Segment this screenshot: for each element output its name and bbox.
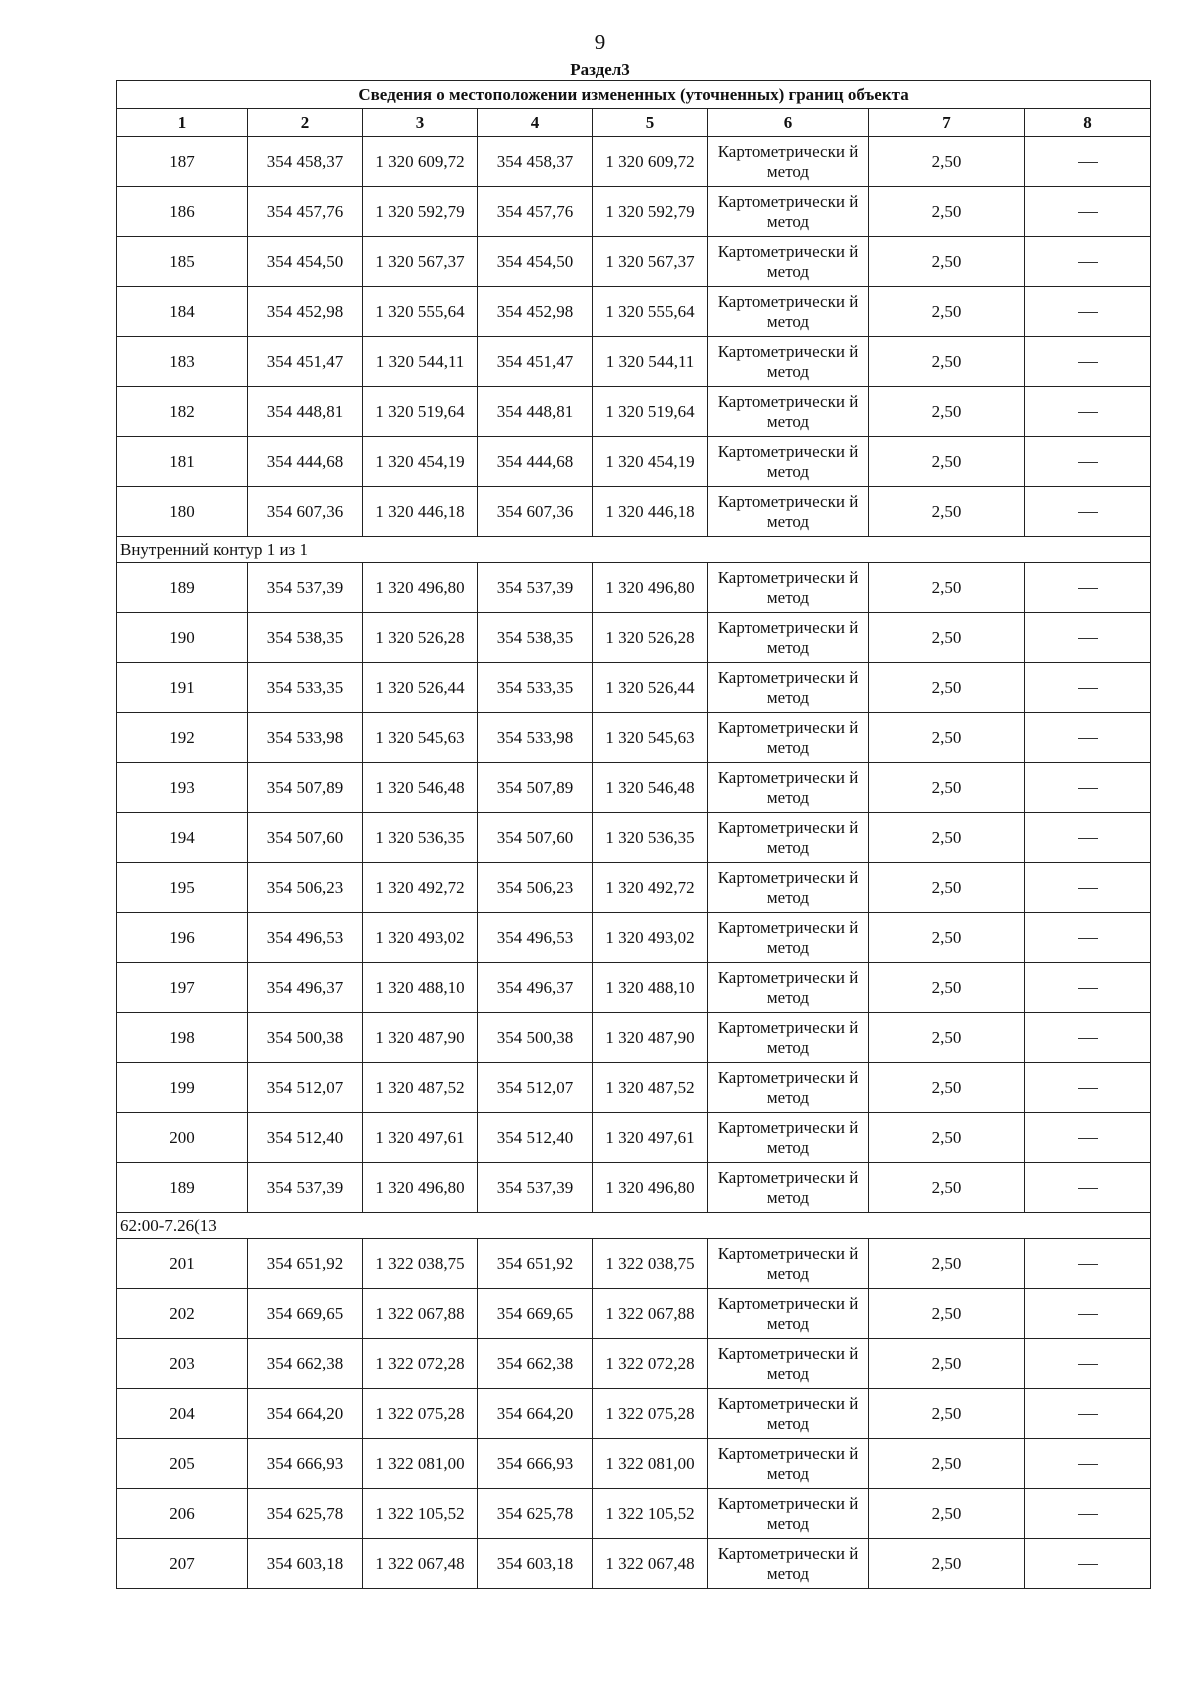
y-new-cell: 1 322 038,75 bbox=[593, 1239, 708, 1289]
y-old-cell: 1 320 544,11 bbox=[363, 337, 478, 387]
y-old-cell: 1 320 496,80 bbox=[363, 1163, 478, 1213]
point-number-cell: 189 bbox=[117, 1163, 248, 1213]
x-old-cell: 354 506,23 bbox=[248, 863, 363, 913]
accuracy-cell: 2,50 bbox=[869, 1389, 1025, 1439]
method-cell: Картометрически й метод bbox=[708, 237, 869, 287]
method-cell: Картометрически й метод bbox=[708, 663, 869, 713]
y-new-cell: 1 320 592,79 bbox=[593, 187, 708, 237]
table-row bbox=[117, 237, 1151, 287]
x-new-cell: 354 625,78 bbox=[478, 1489, 593, 1539]
accuracy-cell: 2,50 bbox=[869, 187, 1025, 237]
x-old-cell: 354 457,76 bbox=[248, 187, 363, 237]
y-old-cell: 1 322 067,88 bbox=[363, 1289, 478, 1339]
x-new-cell: 354 662,38 bbox=[478, 1339, 593, 1389]
description-cell bbox=[1025, 1439, 1151, 1489]
x-old-cell: 354 651,92 bbox=[248, 1239, 363, 1289]
x-new-cell: 354 454,50 bbox=[478, 237, 593, 287]
y-old-cell: 1 320 546,48 bbox=[363, 763, 478, 813]
x-new-cell: 354 444,68 bbox=[478, 437, 593, 487]
accuracy-cell: 2,50 bbox=[869, 713, 1025, 763]
point-number-cell: 185 bbox=[117, 237, 248, 287]
description-cell bbox=[1025, 863, 1151, 913]
column-header: 6 bbox=[708, 109, 869, 137]
description-cell bbox=[1025, 1013, 1151, 1063]
contour-label: Внутренний контур 1 из 1 bbox=[117, 537, 1151, 563]
method-cell: Картометрически й метод bbox=[708, 913, 869, 963]
point-number-cell: 197 bbox=[117, 963, 248, 1013]
table-row bbox=[117, 1289, 1151, 1339]
column-header: 8 bbox=[1025, 109, 1151, 137]
empty-dash bbox=[1078, 1464, 1098, 1465]
empty-dash bbox=[1078, 838, 1098, 839]
table-row bbox=[117, 487, 1151, 537]
method-cell: Картометрически й метод bbox=[708, 1289, 869, 1339]
x-new-cell: 354 496,53 bbox=[478, 913, 593, 963]
accuracy-cell: 2,50 bbox=[869, 487, 1025, 537]
contour-label: 62:00-7.26(13 bbox=[117, 1213, 1151, 1239]
point-number-cell: 183 bbox=[117, 337, 248, 387]
section-label: Раздел3 bbox=[570, 60, 630, 79]
x-new-cell: 354 603,18 bbox=[478, 1539, 593, 1589]
table-row bbox=[117, 437, 1151, 487]
x-old-cell: 354 603,18 bbox=[248, 1539, 363, 1589]
description-cell bbox=[1025, 237, 1151, 287]
y-new-cell: 1 320 567,37 bbox=[593, 237, 708, 287]
table-row bbox=[117, 1013, 1151, 1063]
y-new-cell: 1 320 545,63 bbox=[593, 713, 708, 763]
x-old-cell: 354 500,38 bbox=[248, 1013, 363, 1063]
point-number-cell: 203 bbox=[117, 1339, 248, 1389]
point-number-cell: 199 bbox=[117, 1063, 248, 1113]
y-new-cell: 1 320 544,11 bbox=[593, 337, 708, 387]
empty-dash bbox=[1078, 1188, 1098, 1189]
accuracy-cell: 2,50 bbox=[869, 663, 1025, 713]
x-new-cell: 354 448,81 bbox=[478, 387, 593, 437]
table-row bbox=[117, 613, 1151, 663]
empty-dash bbox=[1078, 262, 1098, 263]
empty-dash bbox=[1078, 638, 1098, 639]
accuracy-cell: 2,50 bbox=[869, 387, 1025, 437]
table-row bbox=[117, 863, 1151, 913]
point-number-cell: 207 bbox=[117, 1539, 248, 1589]
description-cell bbox=[1025, 563, 1151, 613]
y-new-cell: 1 320 487,52 bbox=[593, 1063, 708, 1113]
y-new-cell: 1 320 519,64 bbox=[593, 387, 708, 437]
empty-dash bbox=[1078, 212, 1098, 213]
empty-dash bbox=[1078, 788, 1098, 789]
point-number-cell: 186 bbox=[117, 187, 248, 237]
x-new-cell: 354 451,47 bbox=[478, 337, 593, 387]
y-new-cell: 1 320 487,90 bbox=[593, 1013, 708, 1063]
y-new-cell: 1 320 546,48 bbox=[593, 763, 708, 813]
y-new-cell: 1 320 536,35 bbox=[593, 813, 708, 863]
description-cell bbox=[1025, 1339, 1151, 1389]
empty-dash bbox=[1078, 1514, 1098, 1515]
table-row bbox=[117, 1389, 1151, 1439]
y-new-cell: 1 320 497,61 bbox=[593, 1113, 708, 1163]
method-cell: Картометрически й метод bbox=[708, 1389, 869, 1439]
x-new-cell: 354 537,39 bbox=[478, 1163, 593, 1213]
method-cell: Картометрически й метод bbox=[708, 1489, 869, 1539]
x-old-cell: 354 454,50 bbox=[248, 237, 363, 287]
method-cell: Картометрически й метод bbox=[708, 487, 869, 537]
y-old-cell: 1 320 488,10 bbox=[363, 963, 478, 1013]
method-cell: Картометрически й метод bbox=[708, 1439, 869, 1489]
x-new-cell: 354 507,60 bbox=[478, 813, 593, 863]
x-old-cell: 354 452,98 bbox=[248, 287, 363, 337]
column-header: 7 bbox=[869, 109, 1025, 137]
description-cell bbox=[1025, 1063, 1151, 1113]
table-row bbox=[117, 187, 1151, 237]
column-header: 3 bbox=[363, 109, 478, 137]
x-old-cell: 354 533,98 bbox=[248, 713, 363, 763]
y-old-cell: 1 320 567,37 bbox=[363, 237, 478, 287]
method-cell: Картометрически й метод bbox=[708, 287, 869, 337]
y-old-cell: 1 322 072,28 bbox=[363, 1339, 478, 1389]
point-number-cell: 191 bbox=[117, 663, 248, 713]
point-number-cell: 205 bbox=[117, 1439, 248, 1489]
contour-label-row bbox=[117, 1213, 1151, 1239]
method-cell: Картометрически й метод bbox=[708, 187, 869, 237]
accuracy-cell: 2,50 bbox=[869, 137, 1025, 187]
description-cell bbox=[1025, 963, 1151, 1013]
y-old-cell: 1 320 493,02 bbox=[363, 913, 478, 963]
x-old-cell: 354 448,81 bbox=[248, 387, 363, 437]
accuracy-cell: 2,50 bbox=[869, 1063, 1025, 1113]
empty-dash bbox=[1078, 1138, 1098, 1139]
y-old-cell: 1 322 038,75 bbox=[363, 1239, 478, 1289]
point-number-cell: 187 bbox=[117, 137, 248, 187]
empty-dash bbox=[1078, 588, 1098, 589]
description-cell bbox=[1025, 187, 1151, 237]
y-old-cell: 1 320 497,61 bbox=[363, 1113, 478, 1163]
table-row bbox=[117, 1239, 1151, 1289]
table-row bbox=[117, 1063, 1151, 1113]
y-old-cell: 1 322 105,52 bbox=[363, 1489, 478, 1539]
description-cell bbox=[1025, 137, 1151, 187]
x-new-cell: 354 512,40 bbox=[478, 1113, 593, 1163]
y-new-cell: 1 320 488,10 bbox=[593, 963, 708, 1013]
empty-dash bbox=[1078, 1314, 1098, 1315]
empty-dash bbox=[1078, 1088, 1098, 1089]
accuracy-cell: 2,50 bbox=[869, 1113, 1025, 1163]
y-new-cell: 1 320 493,02 bbox=[593, 913, 708, 963]
method-cell: Картометрически й метод bbox=[708, 1239, 869, 1289]
x-old-cell: 354 507,60 bbox=[248, 813, 363, 863]
empty-dash bbox=[1078, 938, 1098, 939]
method-cell: Картометрически й метод bbox=[708, 1013, 869, 1063]
table-row bbox=[117, 137, 1151, 187]
x-new-cell: 354 512,07 bbox=[478, 1063, 593, 1113]
y-new-cell: 1 322 067,48 bbox=[593, 1539, 708, 1589]
table-row bbox=[117, 1113, 1151, 1163]
x-old-cell: 354 458,37 bbox=[248, 137, 363, 187]
description-cell bbox=[1025, 1389, 1151, 1439]
point-number-cell: 196 bbox=[117, 913, 248, 963]
y-old-cell: 1 320 446,18 bbox=[363, 487, 478, 537]
y-new-cell: 1 320 492,72 bbox=[593, 863, 708, 913]
table-row bbox=[117, 387, 1151, 437]
table-row bbox=[117, 663, 1151, 713]
x-old-cell: 354 512,40 bbox=[248, 1113, 363, 1163]
x-new-cell: 354 457,76 bbox=[478, 187, 593, 237]
table-row bbox=[117, 1539, 1151, 1589]
table-row bbox=[117, 287, 1151, 337]
accuracy-cell: 2,50 bbox=[869, 563, 1025, 613]
point-number-cell: 190 bbox=[117, 613, 248, 663]
table-row bbox=[117, 963, 1151, 1013]
empty-dash bbox=[1078, 162, 1098, 163]
y-new-cell: 1 320 454,19 bbox=[593, 437, 708, 487]
y-new-cell: 1 322 072,28 bbox=[593, 1339, 708, 1389]
y-new-cell: 1 320 496,80 bbox=[593, 563, 708, 613]
accuracy-cell: 2,50 bbox=[869, 913, 1025, 963]
y-old-cell: 1 320 609,72 bbox=[363, 137, 478, 187]
column-header-row bbox=[117, 109, 1151, 137]
method-cell: Картометрически й метод bbox=[708, 137, 869, 187]
y-old-cell: 1 320 536,35 bbox=[363, 813, 478, 863]
accuracy-cell: 2,50 bbox=[869, 1163, 1025, 1213]
accuracy-cell: 2,50 bbox=[869, 813, 1025, 863]
y-new-cell: 1 322 067,88 bbox=[593, 1289, 708, 1339]
table-row bbox=[117, 1439, 1151, 1489]
table-body bbox=[117, 137, 1151, 1589]
x-new-cell: 354 607,36 bbox=[478, 487, 593, 537]
empty-dash bbox=[1078, 1414, 1098, 1415]
x-old-cell: 354 507,89 bbox=[248, 763, 363, 813]
x-old-cell: 354 533,35 bbox=[248, 663, 363, 713]
description-cell bbox=[1025, 287, 1151, 337]
description-cell bbox=[1025, 437, 1151, 487]
y-old-cell: 1 320 545,63 bbox=[363, 713, 478, 763]
y-old-cell: 1 320 454,19 bbox=[363, 437, 478, 487]
y-old-cell: 1 320 526,28 bbox=[363, 613, 478, 663]
point-number-cell: 192 bbox=[117, 713, 248, 763]
method-cell: Картометрически й метод bbox=[708, 337, 869, 387]
point-number-cell: 182 bbox=[117, 387, 248, 437]
x-old-cell: 354 538,35 bbox=[248, 613, 363, 663]
accuracy-cell: 2,50 bbox=[869, 1339, 1025, 1389]
description-cell bbox=[1025, 1289, 1151, 1339]
y-old-cell: 1 320 592,79 bbox=[363, 187, 478, 237]
x-new-cell: 354 651,92 bbox=[478, 1239, 593, 1289]
x-old-cell: 354 512,07 bbox=[248, 1063, 363, 1113]
accuracy-cell: 2,50 bbox=[869, 1239, 1025, 1289]
y-old-cell: 1 322 067,48 bbox=[363, 1539, 478, 1589]
x-old-cell: 354 669,65 bbox=[248, 1289, 363, 1339]
method-cell: Картометрически й метод bbox=[708, 1539, 869, 1589]
method-cell: Картометрически й метод bbox=[708, 813, 869, 863]
y-old-cell: 1 320 487,90 bbox=[363, 1013, 478, 1063]
x-new-cell: 354 537,39 bbox=[478, 563, 593, 613]
point-number-cell: 200 bbox=[117, 1113, 248, 1163]
x-new-cell: 354 533,98 bbox=[478, 713, 593, 763]
description-cell bbox=[1025, 613, 1151, 663]
point-number-cell: 198 bbox=[117, 1013, 248, 1063]
description-cell bbox=[1025, 1163, 1151, 1213]
accuracy-cell: 2,50 bbox=[869, 1539, 1025, 1589]
point-number-cell: 201 bbox=[117, 1239, 248, 1289]
point-number-cell: 184 bbox=[117, 287, 248, 337]
accuracy-cell: 2,50 bbox=[869, 1289, 1025, 1339]
table-row bbox=[117, 563, 1151, 613]
method-cell: Картометрически й метод bbox=[708, 563, 869, 613]
x-new-cell: 354 538,35 bbox=[478, 613, 593, 663]
accuracy-cell: 2,50 bbox=[869, 287, 1025, 337]
column-header: 4 bbox=[478, 109, 593, 137]
x-old-cell: 354 444,68 bbox=[248, 437, 363, 487]
y-new-cell: 1 322 075,28 bbox=[593, 1389, 708, 1439]
point-number-cell: 194 bbox=[117, 813, 248, 863]
column-header: 1 bbox=[117, 109, 248, 137]
method-cell: Картометрически й метод bbox=[708, 863, 869, 913]
accuracy-cell: 2,50 bbox=[869, 337, 1025, 387]
x-old-cell: 354 451,47 bbox=[248, 337, 363, 387]
method-cell: Картометрически й метод bbox=[708, 763, 869, 813]
point-number-cell: 204 bbox=[117, 1389, 248, 1439]
method-cell: Картометрически й метод bbox=[708, 1339, 869, 1389]
table-row bbox=[117, 1489, 1151, 1539]
y-new-cell: 1 320 446,18 bbox=[593, 487, 708, 537]
description-cell bbox=[1025, 713, 1151, 763]
y-old-cell: 1 320 519,64 bbox=[363, 387, 478, 437]
method-cell: Картометрически й метод bbox=[708, 387, 869, 437]
description-cell bbox=[1025, 763, 1151, 813]
y-new-cell: 1 322 105,52 bbox=[593, 1489, 708, 1539]
boundary-coordinates-table bbox=[116, 80, 1151, 1589]
column-header: 2 bbox=[248, 109, 363, 137]
x-old-cell: 354 537,39 bbox=[248, 1163, 363, 1213]
y-old-cell: 1 320 492,72 bbox=[363, 863, 478, 913]
table-row bbox=[117, 763, 1151, 813]
table-row bbox=[117, 1339, 1151, 1389]
empty-dash bbox=[1078, 512, 1098, 513]
empty-dash bbox=[1078, 738, 1098, 739]
method-cell: Картометрически й метод bbox=[708, 1163, 869, 1213]
accuracy-cell: 2,50 bbox=[869, 763, 1025, 813]
empty-dash bbox=[1078, 362, 1098, 363]
contour-label-row bbox=[117, 537, 1151, 563]
empty-dash bbox=[1078, 412, 1098, 413]
accuracy-cell: 2,50 bbox=[869, 1439, 1025, 1489]
x-old-cell: 354 607,36 bbox=[248, 487, 363, 537]
description-cell bbox=[1025, 1539, 1151, 1589]
x-new-cell: 354 533,35 bbox=[478, 663, 593, 713]
x-new-cell: 354 500,38 bbox=[478, 1013, 593, 1063]
accuracy-cell: 2,50 bbox=[869, 863, 1025, 913]
description-cell bbox=[1025, 487, 1151, 537]
empty-dash bbox=[1078, 1564, 1098, 1565]
table-row bbox=[117, 913, 1151, 963]
table-row bbox=[117, 813, 1151, 863]
accuracy-cell: 2,50 bbox=[869, 1013, 1025, 1063]
accuracy-cell: 2,50 bbox=[869, 437, 1025, 487]
empty-dash bbox=[1078, 312, 1098, 313]
x-old-cell: 354 496,37 bbox=[248, 963, 363, 1013]
x-old-cell: 354 662,38 bbox=[248, 1339, 363, 1389]
accuracy-cell: 2,50 bbox=[869, 613, 1025, 663]
y-old-cell: 1 322 081,00 bbox=[363, 1439, 478, 1489]
y-new-cell: 1 322 081,00 bbox=[593, 1439, 708, 1489]
description-cell bbox=[1025, 387, 1151, 437]
method-cell: Картометрически й метод bbox=[708, 713, 869, 763]
method-cell: Картометрически й метод bbox=[708, 613, 869, 663]
y-new-cell: 1 320 496,80 bbox=[593, 1163, 708, 1213]
y-old-cell: 1 320 526,44 bbox=[363, 663, 478, 713]
method-cell: Картометрически й метод bbox=[708, 1063, 869, 1113]
empty-dash bbox=[1078, 988, 1098, 989]
point-number-cell: 206 bbox=[117, 1489, 248, 1539]
x-old-cell: 354 537,39 bbox=[248, 563, 363, 613]
y-new-cell: 1 320 526,28 bbox=[593, 613, 708, 663]
table-row bbox=[117, 713, 1151, 763]
point-number-cell: 202 bbox=[117, 1289, 248, 1339]
table-row bbox=[117, 337, 1151, 387]
y-old-cell: 1 322 075,28 bbox=[363, 1389, 478, 1439]
description-cell bbox=[1025, 1489, 1151, 1539]
point-number-cell: 195 bbox=[117, 863, 248, 913]
x-new-cell: 354 458,37 bbox=[478, 137, 593, 187]
empty-dash bbox=[1078, 1264, 1098, 1265]
description-cell bbox=[1025, 1113, 1151, 1163]
column-header: 5 bbox=[593, 109, 708, 137]
x-old-cell: 354 666,93 bbox=[248, 1439, 363, 1489]
x-old-cell: 354 496,53 bbox=[248, 913, 363, 963]
y-old-cell: 1 320 496,80 bbox=[363, 563, 478, 613]
empty-dash bbox=[1078, 462, 1098, 463]
table-title: Сведения о местоположении измененных (уточненных) границ объекта bbox=[117, 81, 1151, 109]
x-new-cell: 354 666,93 bbox=[478, 1439, 593, 1489]
x-new-cell: 354 664,20 bbox=[478, 1389, 593, 1439]
y-old-cell: 1 320 487,52 bbox=[363, 1063, 478, 1113]
accuracy-cell: 2,50 bbox=[869, 237, 1025, 287]
point-number-cell: 189 bbox=[117, 563, 248, 613]
y-old-cell: 1 320 555,64 bbox=[363, 287, 478, 337]
method-cell: Картометрически й метод bbox=[708, 437, 869, 487]
empty-dash bbox=[1078, 1038, 1098, 1039]
x-old-cell: 354 625,78 bbox=[248, 1489, 363, 1539]
point-number-cell: 180 bbox=[117, 487, 248, 537]
description-cell bbox=[1025, 337, 1151, 387]
empty-dash bbox=[1078, 688, 1098, 689]
point-number-cell: 193 bbox=[117, 763, 248, 813]
point-number-cell: 181 bbox=[117, 437, 248, 487]
description-cell bbox=[1025, 1239, 1151, 1289]
accuracy-cell: 2,50 bbox=[869, 963, 1025, 1013]
x-old-cell: 354 664,20 bbox=[248, 1389, 363, 1439]
y-new-cell: 1 320 609,72 bbox=[593, 137, 708, 187]
description-cell bbox=[1025, 813, 1151, 863]
description-cell bbox=[1025, 913, 1151, 963]
x-new-cell: 354 507,89 bbox=[478, 763, 593, 813]
method-cell: Картометрически й метод bbox=[708, 1113, 869, 1163]
y-new-cell: 1 320 555,64 bbox=[593, 287, 708, 337]
table-row bbox=[117, 1163, 1151, 1213]
x-new-cell: 354 669,65 bbox=[478, 1289, 593, 1339]
accuracy-cell: 2,50 bbox=[869, 1489, 1025, 1539]
x-new-cell: 354 496,37 bbox=[478, 963, 593, 1013]
page-number: 9 bbox=[594, 30, 606, 54]
description-cell bbox=[1025, 663, 1151, 713]
empty-dash bbox=[1078, 888, 1098, 889]
x-new-cell: 354 452,98 bbox=[478, 287, 593, 337]
empty-dash bbox=[1078, 1364, 1098, 1365]
x-new-cell: 354 506,23 bbox=[478, 863, 593, 913]
y-new-cell: 1 320 526,44 bbox=[593, 663, 708, 713]
method-cell: Картометрически й метод bbox=[708, 963, 869, 1013]
